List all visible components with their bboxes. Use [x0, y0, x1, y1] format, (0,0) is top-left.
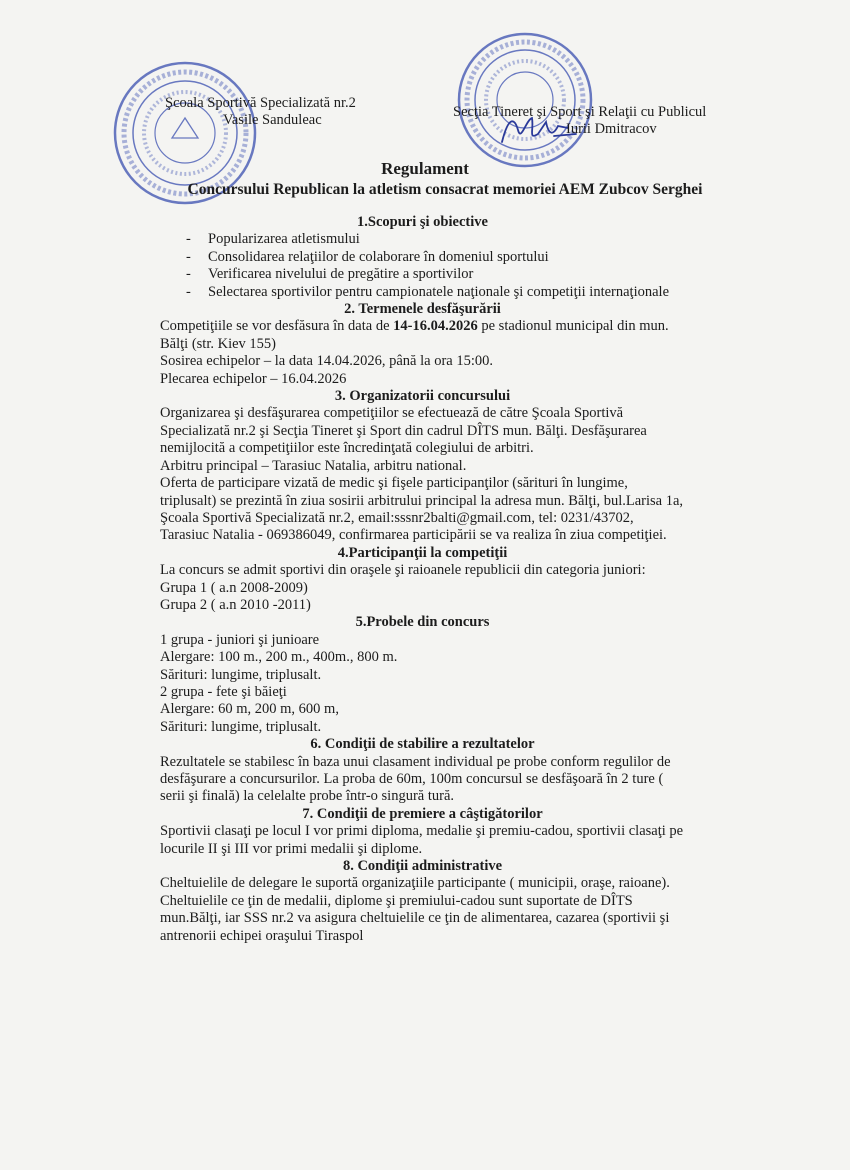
list-item: - Verificarea nivelului de pregătire a sportivilor [160, 266, 685, 283]
document-title: Regulament [381, 159, 469, 178]
dates-text-end: pe stadionul municipal din mun. Bălţi (str. Kiev 155) [160, 318, 669, 352]
dates-paragraph [160, 318, 685, 353]
dates-text-start: Competiţiile se vor desfăsura în data de [160, 318, 394, 335]
list-item: - Popularizarea atletismului [160, 231, 685, 248]
departure-line: Plecarea echipelor – 16.04.2026 [160, 370, 347, 387]
chief-referee-line: Arbitru principal – Tarasiuc Natalia, arbitru national. [160, 457, 467, 474]
list-item: - Consolidarea relaţiilor de colaborare în domeniul sportului [160, 249, 685, 266]
section-5-title: 5.Probele din concurs [355, 614, 490, 631]
events-line: 2 grupa - fete şi băieţi [160, 683, 287, 700]
header-left-institution: Şcoala Sportivă Specializată nr.2 [165, 95, 356, 111]
organizers-paragraph: Organizarea şi desfăşurarea competiţiilor se efectuează de către Şcoala Sportivă Specializată nr.2 şi Secţia Tineret şi Sport din cadrul DÎTS mun. Bălţi. Desfăşurarea nemijlocită a competiţiilor este încredinţată colegiului de arbitri. [160, 405, 647, 457]
section-4-title: 4.Participanţii la competiţii [337, 544, 508, 561]
registration-paragraph: Oferta de participare vizată de medic şi fişele participanţilor (sărituri în lungime, triplusalt) se prezintă în ziua sosirii arbitrului principal la adresa mun. Bălţi, bul.Larisa 1a, Şcoala Sportivă Specializată nr.2, email:sssnr2balti@gmail.com, tel: 0231/43702, Tarasiuc Natalia - 069386049, confirmarea participării se va realiza în ziua competiţiei. [160, 475, 684, 544]
header-left [165, 95, 356, 129]
arrival-line: Sosirea echipelor – la data 14.04.2026, până la ora 15:00. [160, 353, 493, 370]
participants-paragraph: La concurs se admit sportivi din oraşele şi raioanele republicii din categoria juniori: [160, 562, 646, 579]
events-line: Alergare: 60 m, 200 m, 600 m, [160, 701, 339, 718]
group-2-line: Grupa 2 ( a.n 2010 -2011) [160, 596, 311, 613]
objectives-list [160, 231, 685, 301]
right-official-stamp [455, 30, 595, 170]
header-right-person: Iurii Dmitracov [566, 121, 657, 137]
events-line: Alergare: 100 m., 200 m., 400m., 800 m. [160, 649, 398, 666]
document-subtitle: Concursului Republican la atletism consacrat memoriei AEM Zubcov Serghei [187, 181, 703, 198]
header-left-person: Vasile Sanduleac [223, 112, 322, 128]
events-line: 1 grupa - juniori şi junioare [160, 631, 320, 648]
list-item: - Selectarea sportivilor pentru campionatele naţionale şi competiţii internaţionale [160, 284, 685, 301]
section-7-title: 7. Condiţii de premiere a câştigătorilor [302, 805, 543, 822]
group-1-line: Grupa 1 ( a.n 2008-2009) [160, 579, 308, 596]
results-paragraph: Rezultatele se stabilesc în baza unui clasament individual pe probe conform regulilor de desfăşurare a concursurilor. La proba de 60m, 100m concursul se desfăşoară în 2 ture ( serii şi finală) la celelalte probe într-o singură tură. [160, 753, 671, 805]
section-1-title: 1.Scopuri şi obiective [357, 214, 488, 230]
header-right-institution: Secţia Tineret şi Sport şi Relaţii cu Publicul [453, 104, 707, 120]
events-line: Sărituri: lungime, triplusalt. [160, 718, 322, 735]
section-2-title: 2. Termenele desfăşurării [344, 301, 501, 318]
section-8-title: 8. Condiţii administrative [342, 858, 503, 875]
header-right [453, 104, 706, 138]
dates-range: 14-16.04.2026 [393, 318, 478, 335]
awards-paragraph: Sportivii clasaţi pe locul I vor primi diploma, medalie şi premiu-cadou, sportivii clasaţi pe locurile II şi III vor primi medalii şi diplome. [160, 823, 684, 857]
events-line: Sărituri: lungime, triplusalt. [160, 666, 322, 683]
administrative-paragraph: Cheltuielile de delegare le suportă organizaţiile participante ( municipii, oraşe, raioane). Cheltuielile ce ţin de medalii, diplome şi premiului-cadou sunt suportate de DÎTS mun.Bălţi, iar SSS nr.2 va asigura cheltuielile ce ţin de alimentarea, cazarea (sportivii şi antrenorii echipei oraşului Tiraspol [160, 875, 670, 944]
section-3-title: 3. Organizatorii concursului [334, 388, 511, 405]
section-6-title: 6. Condiţii de stabilire a rezultatelor [310, 736, 535, 753]
document-body [160, 214, 685, 945]
